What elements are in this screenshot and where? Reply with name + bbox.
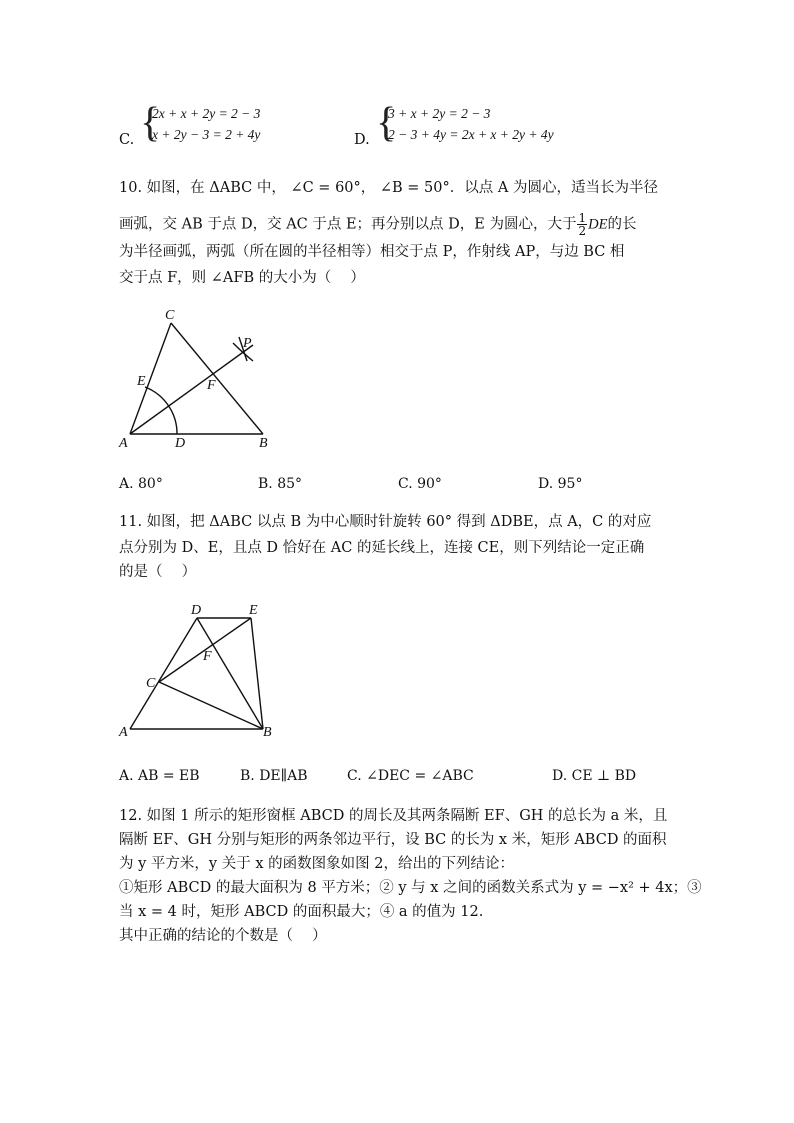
q10-line-2 bbox=[119, 212, 636, 237]
q12-line-2: 隔断 EF、GH 分别与矩形的两条邻边平行，设 BC 的长为 x 米，矩形 ABCD 的面积 bbox=[119, 832, 667, 848]
q10-option-b: B. 85° bbox=[258, 476, 303, 492]
q9-option-c-eq2: x + 2y − 3 = 2 + 4y bbox=[152, 127, 261, 142]
q10-fraction bbox=[577, 212, 587, 237]
q10-line-4: 交于点 F，则 ∠AFB 的大小为（ ） bbox=[119, 270, 365, 286]
q11-option-d: D. CE ⊥ BD bbox=[552, 768, 637, 784]
q12-line-4: ①矩形 ABCD 的最大面积为 8 平方米；② y 与 x 之间的函数关系式为 y = −x² + 4x；③ bbox=[119, 880, 702, 896]
q9-option-c-eq1: 2x + x + 2y = 2 − 3 bbox=[152, 106, 261, 121]
q10-line-3: 为半径画弧，两弧（所在圆的半径相等）相交于点 P，作射线 AP，与边 BC 相 bbox=[119, 244, 625, 260]
q11-figure bbox=[115, 598, 285, 740]
q10-option-a: A. 80° bbox=[119, 476, 163, 492]
q9-option-c-label: C. bbox=[119, 132, 135, 148]
q9-option-d-label: D. bbox=[354, 132, 370, 148]
q12-line-5: 当 x = 4 时，矩形 ABCD 的面积最大；④ a 的值为 12. bbox=[119, 904, 484, 920]
q10-line-2-end: 的长 bbox=[607, 216, 637, 233]
q11-line-3: 的是（ ） bbox=[119, 564, 197, 580]
q10-label-b: B bbox=[259, 436, 268, 451]
q10-option-c: C. 90° bbox=[398, 476, 442, 492]
q11-label-a: A bbox=[119, 725, 128, 740]
q10-label-p: P bbox=[243, 336, 252, 351]
q9-option-d-brace: { bbox=[376, 100, 397, 146]
q11-label-d: D bbox=[191, 603, 202, 618]
q10-label-e: E bbox=[137, 374, 146, 389]
q11-option-b: B. DE∥AB bbox=[240, 768, 308, 784]
q11-line-2: 点分别为 D、E，且点 D 恰好在 AC 的延长线上，连接 CE，则下列结论一定正确 bbox=[119, 540, 645, 556]
q10-fraction-numerator: 1 bbox=[578, 211, 587, 225]
q11-line-1: 11. 如图，把 ΔABC 以点 B 为中心顺时针旋转 60° 得到 ΔDBE，点 A，C 的对应 bbox=[119, 514, 652, 530]
q11-option-a: A. AB = EB bbox=[119, 768, 200, 784]
q11-line-ad bbox=[130, 618, 197, 729]
q10-line-2-text: 画弧，交 AB 于点 D，交 AC 于点 E；再分别以点 D，E 为圆心，大于 bbox=[119, 216, 577, 233]
q10-fraction-denominator: 2 bbox=[578, 224, 587, 238]
q11-side-cb bbox=[159, 682, 263, 729]
q12-line-6: 其中正确的结论的个数是（ ） bbox=[119, 928, 327, 944]
q11-label-f: F bbox=[203, 649, 212, 664]
q11-label-e: E bbox=[249, 603, 258, 618]
q10-ray-ap bbox=[130, 345, 253, 434]
q12-line-1: 12. 如图 1 所示的矩形窗框 ABCD 的周长及其两条隔断 EF、GH 的总长为 a 米，且 bbox=[119, 808, 668, 824]
q10-label-c: C bbox=[165, 308, 175, 323]
q10-line-1: 10. 如图，在 ΔABC 中， ∠C = 60°， ∠B = 50°．以点 A 为圆心，适当长为半径 bbox=[119, 180, 658, 196]
q11-label-b: B bbox=[263, 725, 272, 740]
q11-option-c: C. ∠DEC = ∠ABC bbox=[347, 768, 474, 784]
q10-arc-de bbox=[145, 387, 177, 434]
q10-figure bbox=[115, 305, 295, 455]
q10-label-a: A bbox=[119, 436, 128, 451]
q10-label-f: F bbox=[207, 378, 216, 393]
q12-line-3: 为 y 平方米，y 关于 x 的函数图象如图 2，给出的下列结论： bbox=[119, 856, 514, 872]
q9-option-d-eq1: 3 + x + 2y = 2 − 3 bbox=[388, 106, 491, 121]
q10-line-2-de: DE bbox=[588, 216, 608, 233]
q9-option-d-eq2: 2 − 3 + 4y = 2x + x + 2y + 4y bbox=[388, 127, 554, 142]
q9-option-c-brace: { bbox=[140, 100, 161, 146]
q10-label-d: D bbox=[175, 436, 186, 451]
q10-option-d: D. 95° bbox=[538, 476, 583, 492]
q11-label-c: C bbox=[146, 676, 156, 691]
